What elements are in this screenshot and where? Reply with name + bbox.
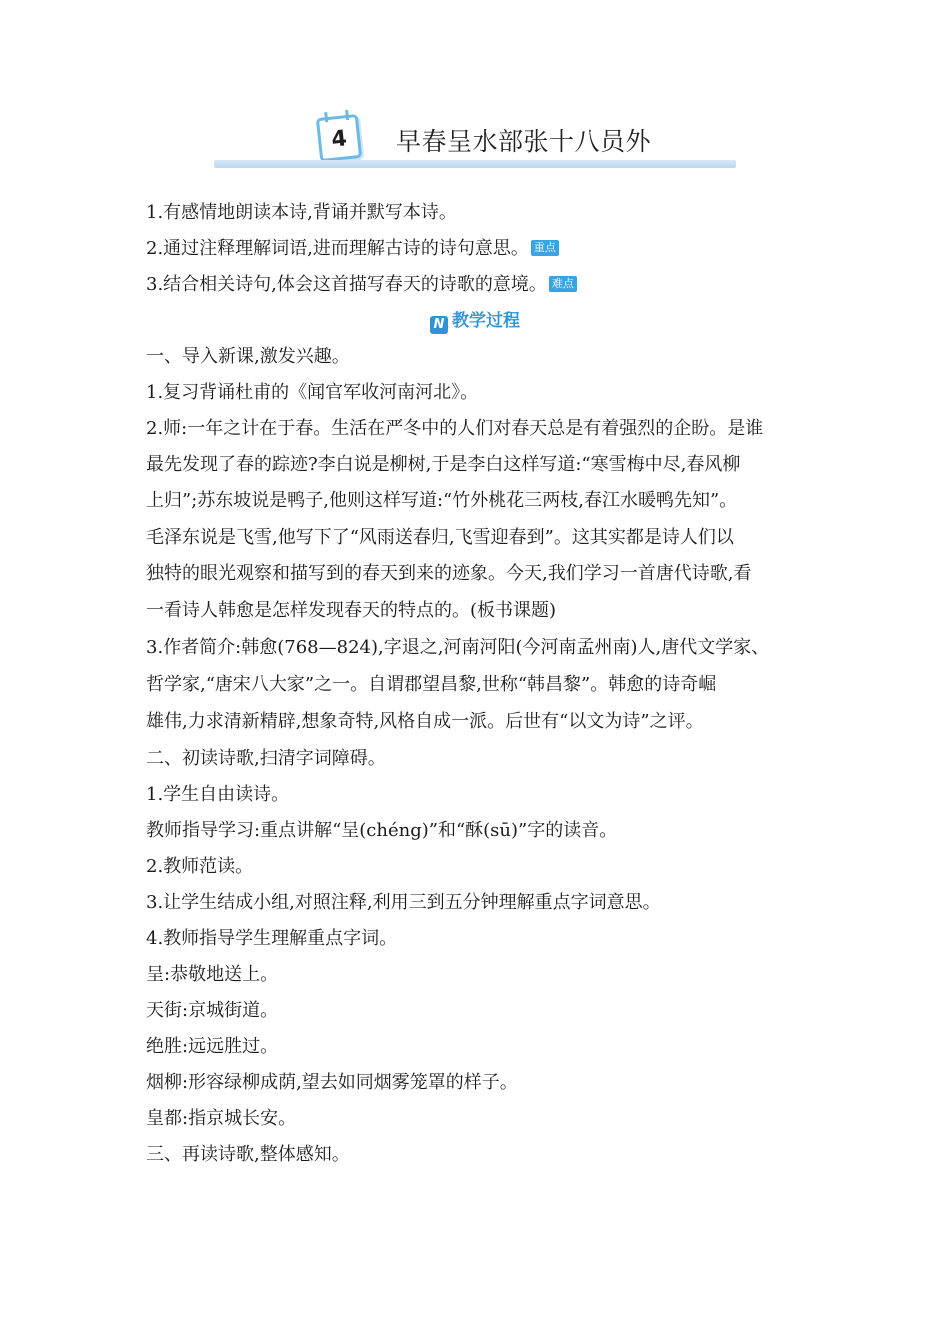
body-line: 1.学生自由读诗。 — [146, 784, 290, 805]
body-line: 1.复习背诵杜甫的《闻官军收河南河北》。 — [146, 382, 479, 403]
body-line: 天街:京城街道。 — [146, 1000, 279, 1021]
section-heading — [0, 306, 950, 334]
body-line: 皇都:指京城长安。 — [146, 1108, 297, 1129]
body-line: 毛泽东说是飞雪,他写下了“风雨送春归,飞雪迎春到”。这其实都是诗人们以 — [146, 527, 734, 548]
body-line: 三、再读诗歌,整体感知。 — [146, 1144, 350, 1165]
body-line: 一看诗人韩愈是怎样发现春天的特点的。(板书课题) — [146, 600, 557, 621]
body-line: 哲学家,“唐宋八大家”之一。自谓郡望昌黎,世称“韩昌黎”。韩愈的诗奇崛 — [146, 674, 717, 695]
body-line: 呈:恭敬地送上。 — [146, 964, 279, 985]
body-line: 上归”;苏东坡说是鸭子,他则这样写道:“竹外桃花三两枝,春江水暖鸭先知”。 — [146, 490, 738, 511]
objective-3 — [146, 274, 577, 298]
lesson-number: 4 — [330, 126, 349, 153]
lesson-title: 早春呈水部张十八员外 — [396, 127, 652, 156]
body-line: 雄伟,力求清新精辟,想象奇特,风格自成一派。后世有“以文为诗”之评。 — [146, 711, 704, 732]
objective-1 — [146, 202, 457, 226]
body-line: 二、初读诗歌,扫清字词障碍。 — [146, 748, 386, 769]
calendar-rings — [324, 110, 349, 122]
body-line: 教师指导学习:重点讲解“呈(chéng)”和“酥(sū)”字的读音。 — [146, 820, 618, 841]
header-underline — [214, 160, 736, 168]
body-line: 最先发现了春的踪迹?李白说是柳树,于是李白这样写道:“寒雪梅中尽,春风柳 — [146, 454, 741, 475]
section-title: 教学过程 — [452, 311, 520, 331]
body-line: 4.教师指导学生理解重点字词。 — [146, 928, 398, 949]
body-line: 3.作者简介:韩愈(768—824),字退之,河南河阳(今河南孟州南)人,唐代文学家、 — [146, 637, 770, 658]
body-line: 2.师:一年之计在于春。生活在严冬中的人们对春天总是有着强烈的企盼。是谁 — [146, 418, 764, 439]
objective-text: 1.有感情地朗读本诗,背诵并默写本诗。 — [146, 202, 457, 223]
objective-2 — [146, 238, 559, 262]
lesson-header — [214, 112, 736, 172]
body-line: 3.让学生结成小组,对照注释,利用三到五分钟理解重点字词意思。 — [146, 892, 661, 913]
body-line: 绝胜:远远胜过。 — [146, 1036, 279, 1057]
body-line: 一、导入新课,激发兴趣。 — [146, 346, 350, 367]
calendar-icon — [316, 114, 362, 162]
body-line: 烟柳:形容绿柳成荫,望去如同烟雾笼罩的样子。 — [146, 1072, 518, 1093]
body-line: 2.教师范读。 — [146, 856, 254, 877]
key-point-badge: 重点 — [531, 240, 559, 256]
section-n-icon: N — [430, 316, 448, 334]
objective-text: 2.通过注释理解词语,进而理解古诗的诗句意思。 — [146, 238, 529, 259]
body-line: 独特的眼光观察和描写到的春天到来的迹象。今天,我们学习一首唐代诗歌,看 — [146, 563, 752, 584]
objective-text: 3.结合相关诗句,体会这首描写春天的诗歌的意境。 — [146, 274, 547, 295]
difficult-point-badge: 难点 — [549, 276, 577, 292]
